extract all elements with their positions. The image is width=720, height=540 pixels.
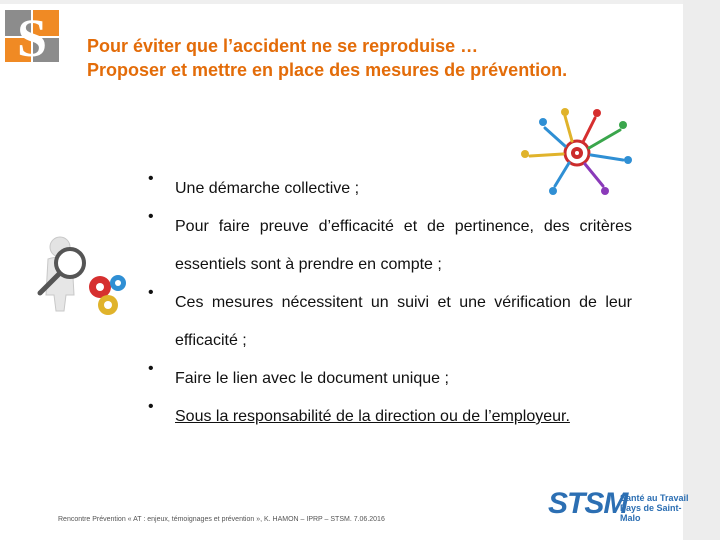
top-rule (0, 0, 720, 4)
footer-text: Rencontre Prévention « AT : enjeux, témoignages et prévention », K. HAMON – IPRP – STSM. 7.06.2016 (58, 516, 385, 523)
slide-title (87, 34, 677, 82)
bullet-dot: • (148, 170, 154, 187)
list-item (148, 360, 632, 398)
stsm-acronym: STSM (548, 487, 628, 520)
bullet-text: Une démarche collective ; (175, 180, 360, 197)
bullet-text: Ces mesures nécessitent un suivi et une vérification de leur efficacité ; (175, 294, 632, 349)
list-item (148, 170, 632, 208)
bullet-text: Sous la responsabilité de la direction ou de l’employeur. (175, 408, 570, 425)
title-line-1: Pour éviter que l’accident ne se reproduise … (87, 36, 479, 56)
logo-s-icon (3, 8, 67, 64)
organisation-logo (3, 8, 67, 78)
bullet-text: Pour faire preuve d’efficacité et de pertinence, des critères essentiels sont à prendre en compte ; (175, 218, 632, 273)
stsm-tagline (620, 493, 698, 523)
bullet-dot: • (148, 398, 154, 415)
stsm-line-2: Pays de Saint-Malo (620, 503, 682, 523)
bullet-dot: • (148, 208, 154, 225)
stsm-logo (548, 487, 698, 521)
bullet-dot: • (148, 360, 154, 377)
list-item (148, 284, 632, 360)
list-item (148, 208, 632, 284)
stsm-line-1: Santé au Travail (620, 493, 689, 503)
title-line-2: Proposer et mettre en place des mesures de prévention. (87, 60, 568, 80)
bullet-text: Faire le lien avec le document unique ; (175, 370, 449, 387)
svg-text:S: S (16, 8, 48, 64)
magnifier-gears-icon (30, 225, 140, 325)
right-decorative-band (683, 0, 720, 540)
bullet-dot: • (148, 284, 154, 301)
bullet-list (148, 170, 632, 436)
list-item (148, 398, 632, 436)
